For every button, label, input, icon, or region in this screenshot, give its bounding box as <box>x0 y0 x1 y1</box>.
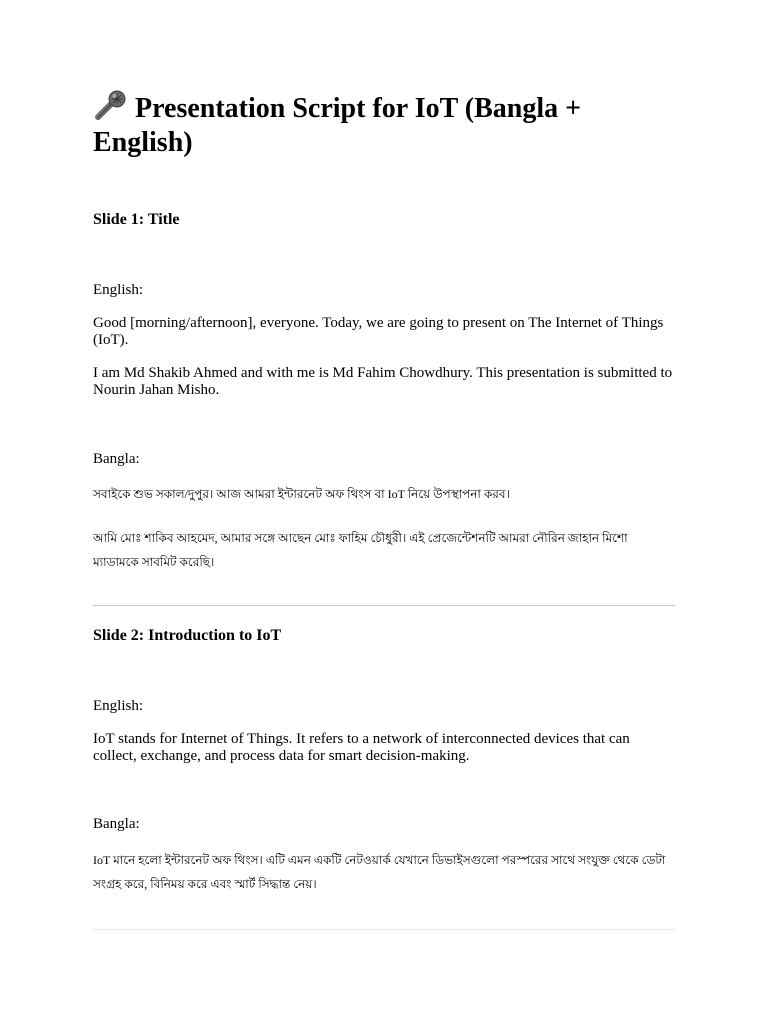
slide-1-bangla-paragraph-1: সবাইকে শুভ সকাল/দুপুর। আজ আমরা ইন্টারনেট অফ থিংস বা IoT নিয়ে উপস্থাপনা করব। <box>93 487 510 501</box>
slide-2-heading: Slide 2: Introduction to IoT <box>93 627 282 644</box>
slide-2-english-paragraph-1: IoT stands for Internet of Things. It refers to a network of interconnected devices that can collect, exchange, and process data for smart decision-making. <box>93 731 630 764</box>
slide-2-bangla-paragraph-1: IoT মানে হলো ইন্টারনেট অফ থিংস। এটি এমন একটি নেটওয়ার্ক যেখানে ডিভাইসগুলো পরস্পরের সাথে সংযুক্ত থেকে ডেটা সংগ্রহ করে, বিনিময় করে এবং স্মার্ট সিদ্ধান্ত নেয়। <box>93 853 666 891</box>
document-title <box>93 90 675 160</box>
slide-1-english-label: English: <box>93 282 144 298</box>
slide-2-bangla-label: Bangla: <box>93 816 140 832</box>
slide-1-english-paragraph-2: I am Md Shakib Ahmed and with me is Md Fahim Chowdhury. This presentation is submitted to Nourin Jahan Misho. <box>93 365 673 398</box>
slide-1-bangla-paragraph-2: আমি মোঃ শাকিব আহমেদ, আমার সঙ্গে আছেন মোঃ ফাহিম চৌধুরী। এই প্রেজেন্টেশনটি আমরা নৌরিন জাহান মিশো ম্যাডামকে সাবমিট করেছি। <box>93 531 628 569</box>
document-title-text: Presentation Script for IoT (Bangla + English) <box>93 93 582 158</box>
section-divider <box>93 605 675 606</box>
slide-1-english-paragraph-1: Good [morning/afternoon], everyone. Today, we are going to present on The Internet of Things (IoT). <box>93 315 664 348</box>
section-divider <box>93 929 675 930</box>
slide-1-heading: Slide 1: Title <box>93 211 180 228</box>
slide-1-bangla-label: Bangla: <box>93 451 140 467</box>
microphone-icon <box>93 90 127 120</box>
slide-2-english-label: English: <box>93 698 144 714</box>
